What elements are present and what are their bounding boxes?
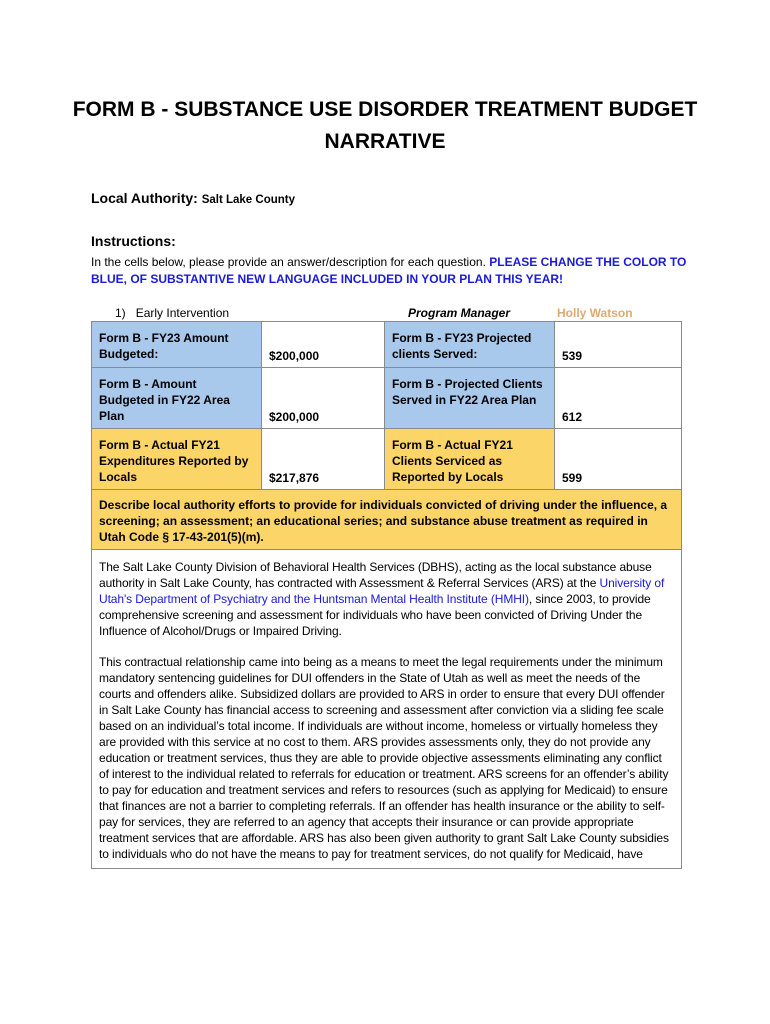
- local-authority-value: Salt Lake County: [201, 194, 296, 206]
- instructions-heading: Instructions:: [91, 233, 176, 249]
- fy22-budget-value: $200,000: [262, 368, 385, 429]
- section-heading: [115, 306, 229, 320]
- fy23-clients-value: 539: [555, 322, 682, 368]
- fy23-clients-label: Form B - FY23 Projected clients Served:: [385, 322, 555, 368]
- table-row: [92, 368, 682, 429]
- table-row: [92, 550, 682, 869]
- instructions-text: [91, 254, 691, 288]
- narrative-p1-b: , since 2003, to provide comprehensive screening and assessment for individuals who have been convicted of Driving Under the Influence of Alcohol/Drugs or Impaired Driving.: [99, 592, 651, 638]
- section-number: 1): [115, 306, 126, 320]
- narrative-response[interactable]: [92, 550, 682, 869]
- local-authority: [91, 190, 295, 206]
- instructions-highlight: PLEASE CHANGE THE COLOR TO BLUE, OF SUBSTANTIVE NEW LANGUAGE INCLUDED IN YOUR PLAN THIS YEAR!: [91, 255, 687, 286]
- budget-table: [91, 321, 682, 869]
- table-row: [92, 322, 682, 368]
- fy21-expenditures-value: $217,876: [262, 429, 385, 490]
- program-manager-name: Holly Watson: [557, 306, 633, 320]
- fy22-budget-label: Form B - Amount Budgeted in FY22 Area Plan: [92, 368, 262, 429]
- fy21-expenditures-label: Form B - Actual FY21 Expenditures Reported by Locals: [92, 429, 262, 490]
- fy21-clients-value: 599: [555, 429, 682, 490]
- fy23-budget-value: $200,000: [262, 322, 385, 368]
- narrative-p1-highlight: University of Utah's Department of Psychiatry and the Huntsman Mental Health Institute (HMHI): [99, 576, 665, 606]
- program-manager-label: Program Manager: [408, 306, 511, 320]
- table-row: [92, 429, 682, 490]
- instructions-body: In the cells below, please provide an answer/description for each question.: [91, 255, 486, 269]
- narrative-paragraph: [99, 559, 674, 639]
- table-row: [92, 490, 682, 550]
- narrative-paragraph: This contractual relationship came into being as a means to meet the legal requirements under the minimum mandatory sentencing guidelines for DUI offenders in the State of Utah as well as meet the needs of the courts and offenders alike. Subsidized dollars are provided to ARS in order to ensure that every DUI offender in Salt Lake County has financial access to screening and assessment after conviction via a sliding fee scale based on an individual’s total income. If individuals are without income, homeless or virtually homeless they are provided with this service at no cost to them. ARS provides assessments only, they do not provide any education or treatment services, thus they are able to provide objective assessments eliminating any conflict of interest to the individual related to referrals for education or treatment. ARS screens for an offender’s ability to pay for education and treatment services and refers to resources (such as applying for Medicaid) to ensure that finances are not a barrier to completing referrals. If an offender has health insurance or the ability to self-pay for services, they are referred to an agency that accepts their insurance or can provide appropriate treatment services that are affordable. ARS has also been given authority to grant Salt Lake County subsidies to individuals who do not have the means to pay for treatment services, do not qualify for Medicaid, have: [99, 655, 669, 861]
- fy23-budget-label: Form B - FY23 Amount Budgeted:: [92, 322, 262, 368]
- narrative-p1-a: The Salt Lake County Division of Behavioral Health Services (DBHS), acting as the local substance abuse authority in Salt Lake County, has contracted with Assessment & Referral Services (ARS) at the: [99, 560, 652, 590]
- fy22-clients-label: Form B - Projected Clients Served in FY22 Area Plan: [385, 368, 555, 429]
- page-title: FORM B - SUBSTANCE USE DISORDER TREATMENT BUDGET NARRATIVE: [72, 98, 698, 153]
- section-title: Early Intervention: [135, 306, 230, 320]
- question-prompt: Describe local authority efforts to provide for individuals convicted of driving under the influence, a screening; an assessment; an educational series; and substance abuse treatment as required in Utah Code § 17-43-201(5)(m).: [92, 490, 682, 550]
- fy21-clients-label: Form B - Actual FY21 Clients Serviced as Reported by Locals: [385, 429, 555, 490]
- local-authority-label: Local Authority:: [91, 190, 198, 206]
- fy22-clients-value: 612: [555, 368, 682, 429]
